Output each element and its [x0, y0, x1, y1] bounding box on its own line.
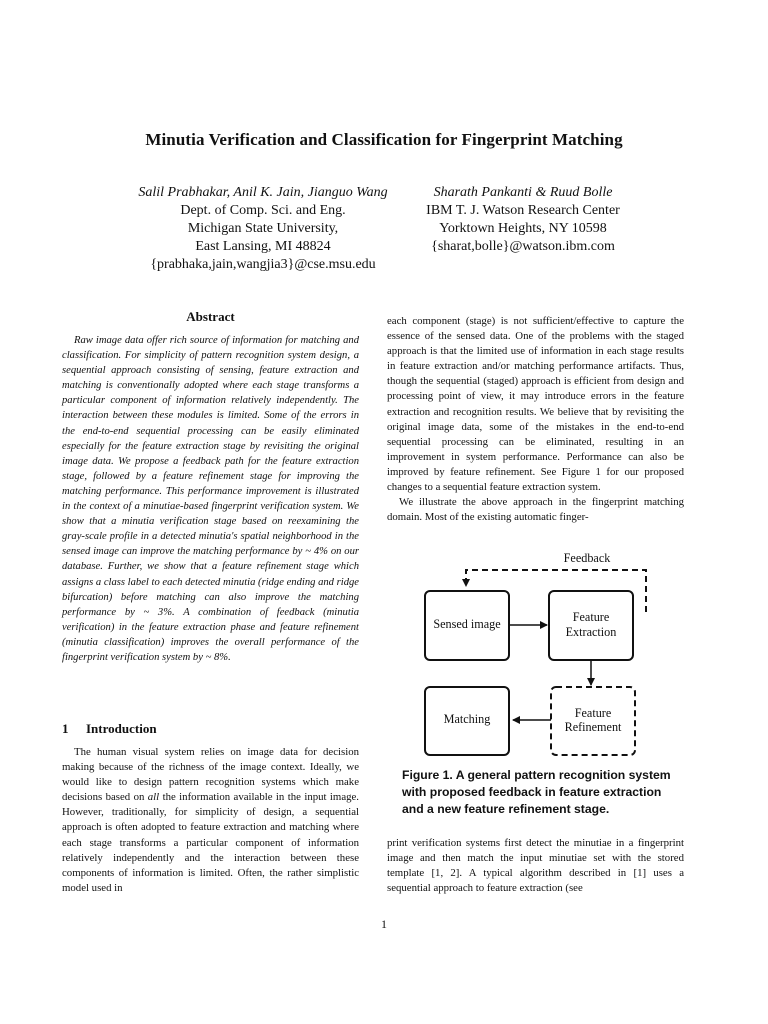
page-number: 1 — [381, 917, 387, 931]
label-line: Extraction — [565, 625, 617, 639]
introduction-paragraph — [62, 745, 359, 896]
intro-text: the information available in the input image. However, traditionally, for simplicity of design, a sequential approach is often adopted to feature extraction and matching where each stage transforms a particular component of information relatively independently and the interaction between these components of information is limited. Often, the rather simplistic model used in — [62, 791, 359, 894]
intro-text: The human visual system relies on image data for decision making because of the richness of the image context. Ideally, we would like to design pattern recognition systems which make decisions based on — [62, 746, 359, 804]
section-number: 1 — [62, 721, 69, 736]
paragraph: We illustrate the above approach in the fingerprint matching domain. Most of the existing automatic finger- — [387, 496, 684, 524]
author-email: {sharat,bolle}@watson.ibm.com — [431, 239, 615, 254]
intro-emphasis: all — [147, 791, 160, 804]
sensed-image-label: Sensed image — [433, 617, 501, 631]
affiliation-line: Dept. of Comp. Sci. and Eng. — [180, 203, 346, 218]
author-email: {prabhaka,jain,wangjia3}@cse.msu.edu — [150, 257, 376, 272]
affiliation-line: East Lansing, MI 48824 — [195, 239, 331, 254]
author-block-msu — [118, 184, 408, 274]
abstract-heading: Abstract — [186, 309, 235, 324]
label-line: Feature — [572, 610, 610, 624]
author-block-ibm — [388, 184, 658, 256]
affiliation-line: Yorktown Heights, NY 10598 — [439, 221, 607, 236]
paragraph: each component (stage) is not sufficient/effective to capture the essence of the sensed data. One of the problems with the staged approach is that the limited use of information in each stage results in feature extraction and/or matching performance artifacts. Thus, though the sequential (staged) approach is efficient from design and processing point of view, it may introduce errors in the feature extraction and recognition results. We believe that by revisiting the original image data, some of the mistakes in the end-to-end sequential processing can be eliminated, resulting in an improvement in system performance. Performance can also be improved by feature refinement. See Figure 1 for our proposed changes to a sequential feature extraction system. — [387, 315, 684, 494]
affiliation-line: Michigan State University, — [187, 221, 339, 236]
affiliation-line: IBM T. J. Watson Research Center — [426, 203, 620, 218]
feature-refinement-label — [551, 706, 635, 734]
author-names: Sharath Pankanti & Ruud Bolle — [433, 185, 613, 200]
diagram-svg — [387, 546, 687, 766]
section-heading-introduction — [62, 721, 157, 737]
feature-extraction-label — [549, 610, 633, 640]
author-names: Salil Prabhakar, Anil K. Jain, Jianguo Wang — [138, 185, 388, 200]
right-column-text — [387, 314, 684, 525]
feedback-label: Feedback — [563, 551, 611, 565]
label-line: Refinement — [564, 720, 622, 734]
right-column-continuation: print verification systems first detect the minutiae in a fingerprint image and then match the input minutiae set with the stored template [1, 2]. A typical algorithm described in [1] uses a sequential approach to feature extraction (see — [387, 837, 684, 895]
abstract-text: Raw image data offer rich source of information for matching and classification. For simplicity of pattern recognition system design, a sequential approach consisting of sensing, feature extraction and matching is conventionally adopted where each stage transforms a particular component of information relatively independently. The interaction between these modules is limited. Some of the errors in the end-to-end sequential processing can be easily eliminated especially for the feature extraction stage by revisiting the original image data. We propose a feedback path for the feature extraction stage, followed by a feature refinement stage for improving the matching performance. This performance improvement is illustrated in the context of a minutiae-based fingerprint verification system. We show that a minutia verification stage based on reexamining the gray-scale profile in a detected minutia's spatial neighborhood in the sensed image can improve the matching performance by ~ 4% on our database. Further, we show that a feature refinement stage which assigns a class label to each detected minutia (ridge ending and ridge bifurcation) before matching can also improve the matching performance by ~ 3%. A combination of feedback (minutia verification) in the feature extraction phase and feature refinement (minutia classification) improves the overall performance of the fingerprint verification system by ~ 8%. — [62, 335, 359, 663]
figure-caption: Figure 1. A general pattern recognition system with proposed feedback in feature extraction and a new feature refinement stage. — [402, 768, 671, 816]
paper-title: Minutia Verification and Classification for Fingerprint Matching — [145, 130, 623, 149]
figure-1-diagram — [387, 546, 687, 766]
label-line: Feature — [574, 706, 612, 720]
section-title: Introduction — [86, 721, 157, 736]
matching-label: Matching — [443, 712, 491, 726]
